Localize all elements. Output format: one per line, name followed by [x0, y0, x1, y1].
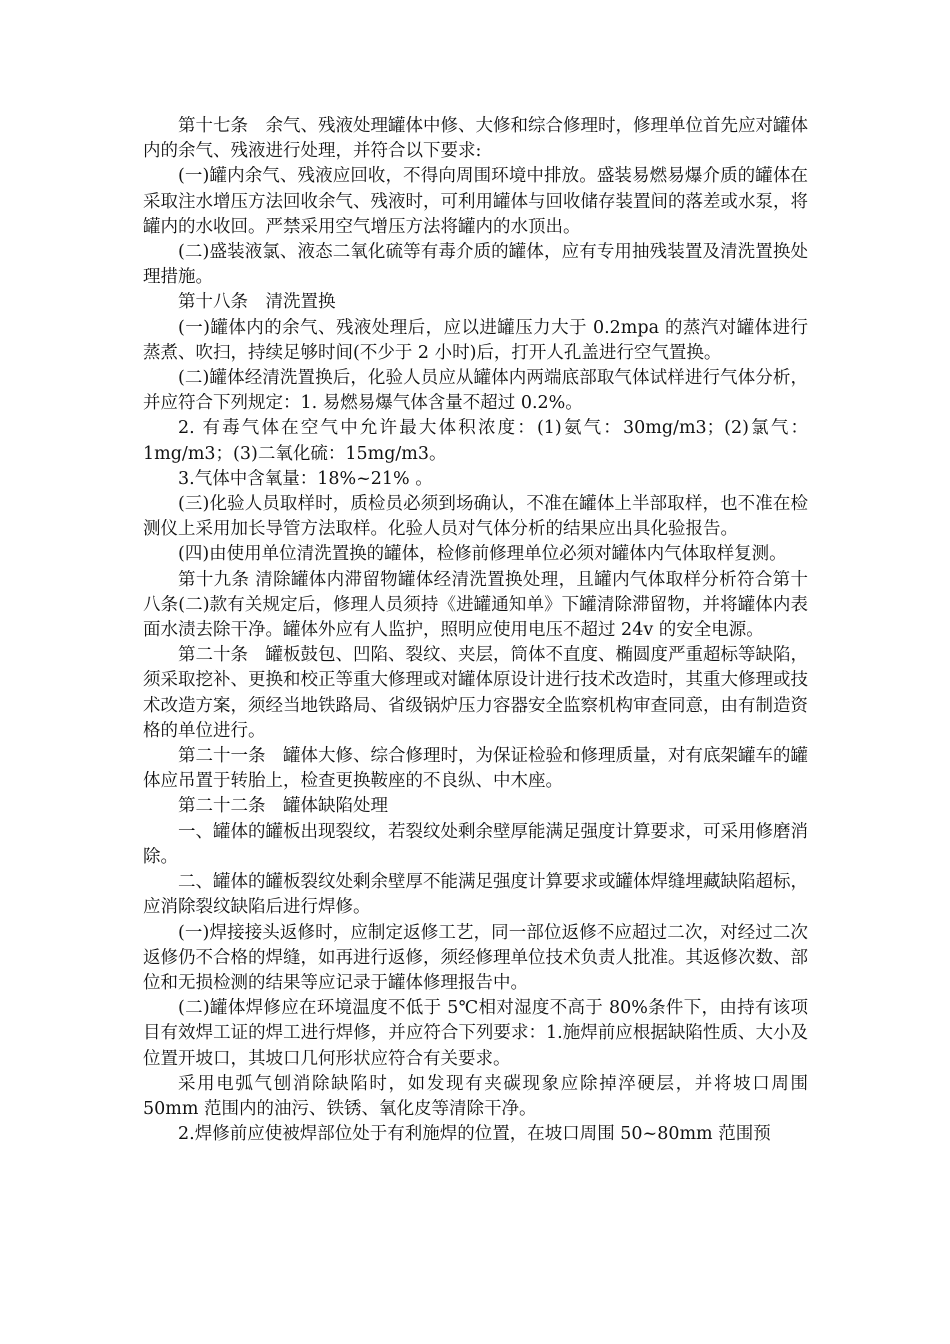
paragraph: (一)罐体内的余气、残液处理后，应以进罐压力大于 0.2mpa 的蒸汽对罐体进行蒸煮、吹扫，持续足够时间(不少于 2 小时)后，打开人孔盖进行空气置换。 — [143, 317, 808, 363]
article-22-heading: 第二十二条 罐体缺陷处理 — [178, 796, 388, 817]
paragraph: 2. 有毒气体在空气中允许最大体积浓度：(1)氨气：30mg/m3；(2)氯气：1mg/m3；(3)二氧化硫：15mg/m3。 — [143, 418, 808, 464]
article-21-paragraph: 第二十一条 罐体大修、综合修理时，为保证检验和修理质量，对有底架罐车的罐体应吊置于转胎上，检查更换鞍座的不良纵、中木座。 — [143, 746, 808, 792]
paragraph: 3.气体中含氧量：18%~21% 。 — [178, 468, 433, 489]
document-body — [143, 114, 808, 1147]
article-18-heading: 第十八条 清洗置换 — [178, 292, 336, 313]
paragraph: 一、罐体的罐板出现裂纹，若裂纹处剩余壁厚能满足强度计算要求，可采用修磨消除。 — [143, 821, 808, 867]
paragraph: (二)盛装液氯、液态二氧化硫等有毒介质的罐体，应有专用抽残装置及清洗置换处理措施。 — [143, 242, 808, 288]
paragraph: 二、罐体的罐板裂纹处剩余壁厚不能满足强度计算要求或罐体焊缝埋藏缺陷超标，应消除裂纹缺陷后进行焊修。 — [143, 872, 808, 918]
article-17-heading-paragraph: 第十七条 余气、残液处理罐体中修、大修和综合修理时，修理单位首先应对罐体内的余气、残液进行处理，并符合以下要求: — [143, 116, 808, 162]
paragraph: (四)由使用单位清洗置换的罐体，检修前修理单位必须对罐体内气体取样复测。 — [178, 544, 787, 565]
paragraph: (一)焊接接头返修时，应制定返修工艺，同一部位返修不应超过二次，对经过二次返修仍不合格的焊缝，如再进行返修，须经修理单位技术负责人批准。其返修次数、部位和无损检测的结果等应记录于罐体修理报告中。 — [143, 922, 808, 993]
paragraph: (二)罐体焊修应在环境温度不低于 5℃相对湿度不高于 80%条件下，由持有该项目有效焊工证的焊工进行焊修，并应符合下列要求：1.施焊前应根据缺陷性质、大小及位置开坡口，其坡口几何形状应符合有关要求。 — [143, 998, 808, 1069]
paragraph: 采用电弧气刨消除缺陷时，如发现有夹碳现象应除掉淬硬层，并将坡口周围 50mm 范围内的油污、铁锈、氧化皮等清除干净。 — [143, 1073, 808, 1119]
paragraph: (三)化验人员取样时，质检员必须到场确认，不准在罐体上半部取样，也不准在检测仪上采用加长导管方法取样。化验人员对气体分析的结果应出具化验报告。 — [143, 494, 808, 540]
article-20-paragraph: 第二十条 罐板鼓包、凹陷、裂纹、夹层，筒体不直度、椭圆度严重超标等缺陷，须采取挖补、更换和校正等重大修理或对罐体原设计进行技术改造时，其重大修理或技术改造方案，须经当地铁路局、省级锅炉压力容器安全监察机构审查同意，由有制造资格的单位进行。 — [143, 645, 808, 741]
paragraph: (一)罐内余气、残液应回收，不得向周围环境中排放。盛装易燃易爆介质的罐体在采取注水增压方法回收余气、残液时，可利用罐体与回收储存装置间的落差或水泵，将罐内的水收回。严禁采用空气增压方法将罐内的水顶出。 — [143, 166, 808, 237]
article-19-paragraph: 第十九条 清除罐体内滞留物罐体经清洗置换处理，且罐内气体取样分析符合第十八条(二)款有关规定后，修理人员须持《进罐通知单》下罐清除滞留物，并将罐体内表面水渍去除干净。罐体外应有人监护，照明应使用电压不超过 24v 的安全电源。 — [143, 569, 808, 641]
paragraph: (二)罐体经清洗置换后，化验人员应从罐体内两端底部取气体试样进行气体分析，并应符合下列规定：1. 易燃易爆气体含量不超过 0.2%。 — [143, 368, 808, 414]
paragraph: 2.焊修前应使被焊部位处于有利施焊的位置，在坡口周围 50~80mm 范围预 — [178, 1124, 771, 1145]
